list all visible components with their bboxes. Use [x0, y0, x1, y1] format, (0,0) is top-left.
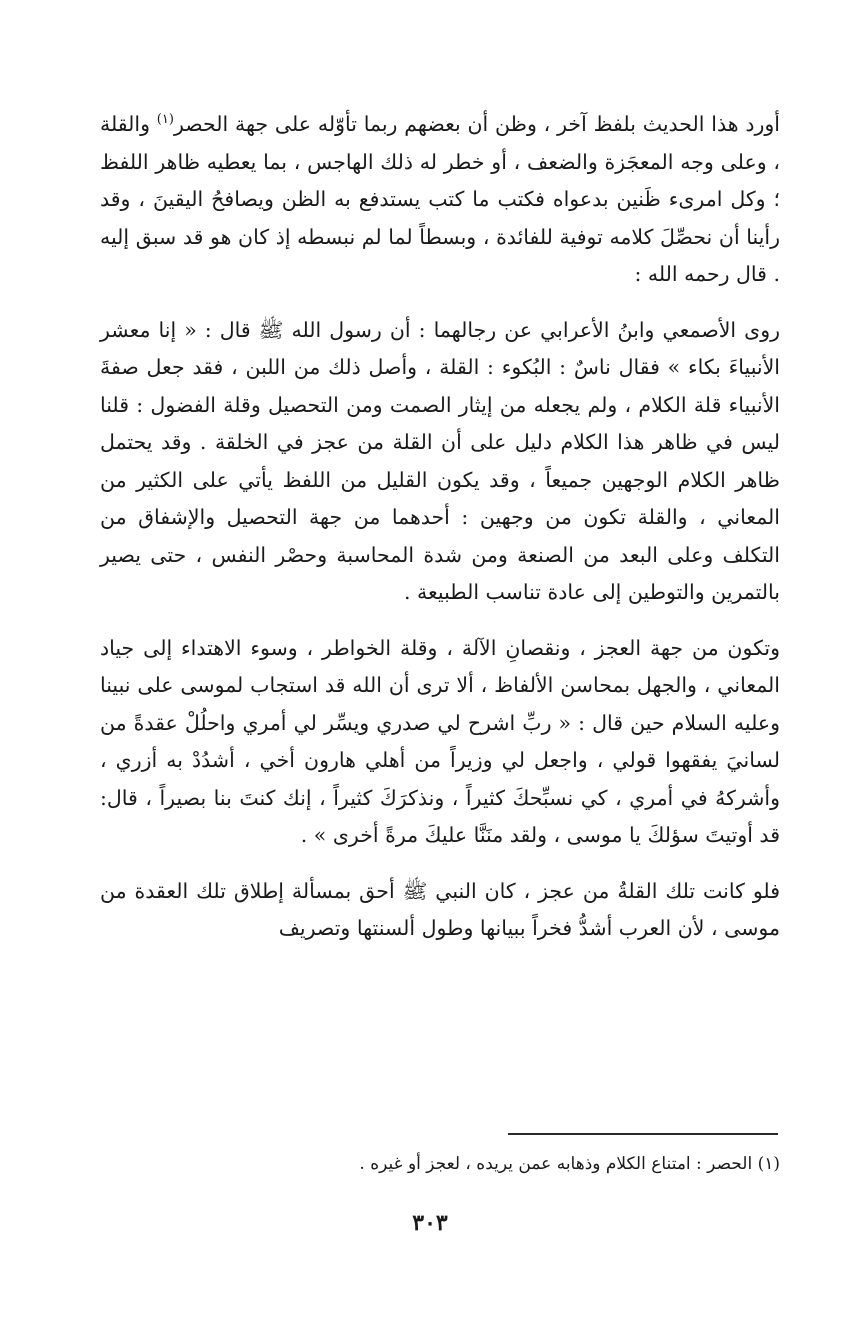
paragraph-1 — [100, 106, 780, 294]
paragraph-2: روى الأصمعي وابنُ الأعرابي عن رجالهما : أن رسول الله ﷺ قال : « إنا معشر الأنبياءَ بكاء » فقال ناسٌ : البُكوء : القلة ، وأصل ذلك من اللبن ، فقد جعل صفةَ الأنبياء قلة الكلام ، ولم يجعله من إيثار الصمت ومن التحصيل وقلة الفضول : قلنا ليس في ظاهر هذا الكلام دليل على أن القلة من عجز في الخلقة . وقد يحتمل ظاهر الكلام الوجهين جميعاً ، وقد يكون القليل من اللفظ يأتي على الكثير من المعاني ، والقلة تكون من وجهين : أحدهما من جهة التحصيل والإشفاق من التكلف وعلى البعد من الصنعة ومن شدة المحاسبة وحصْر النفس ، حتى يصير بالتمرين والتوطين إلى عادة تناسب الطبيعة . — [100, 317, 780, 604]
footnote: (١) الحصر : امتناع الكلام وذهابه عمن يريده ، لعجز أو غيره . — [359, 1154, 780, 1174]
paragraph-1-text-continued: والقلة ، وعلى وجه المعجَزة والضعف ، أو خطر له ذلك الهاجس ، بما يعطيه ظاهر اللفظ ؛ وكل امرىء ظَنين بدعواه فكتب ما كتب يستدفع به الظن ويصافحُ اليقينَ ، وقد رأينا أن نحصِّلَ كلامه توفية للفائدة ، وبسطاً لما لم نبسطه إذ كان هو قد سبق إليه . قال رحمه الله : — [100, 112, 780, 286]
page-number: ٣٠٣ — [412, 1210, 448, 1236]
paragraph-3: وتكون من جهة العجز ، ونقصانِ الآلة ، وقلة الخواطر ، وسوء الاهتداء إلى جياد المعاني ، والجهل بمحاسن الألفاظ ، ألا ترى أن الله قد استجاب لموسى على نبينا وعليه السلام حين قال : « ربِّ اشرح لي صدري ويسِّر لي أمري واحلُلْ عقدةً من لسانيَ يفقهوا قولي ، واجعل لي وزيراً من أهلي هارون أخي ، أشدُدْ به أزري ، وأشركهُ في أمري ، كي نسبِّحكَ كثيراً ، ونذكرَكَ كثيراً ، إنك كنتَ بنا بصيراً ، قال: قد أوتيتَ سؤلكَ يا موسى ، ولقد منَنَّا عليكَ مرةً أخرى » . — [100, 635, 780, 847]
paragraph-4: فلو كانت تلك القلةُ من عجز ، كان النبي ﷺ أحق بمسألة إطلاق تلك العقدة من موسى ، لأن العرب أشدُّ فخراً ببيانها وطول ألسنتها وتصريف — [100, 878, 780, 940]
paragraph-1-text: أورد هذا الحديث بلفظ آخر ، وظن أن بعضهم ربما تأوّله على جهة الحصر — [173, 112, 780, 136]
footnote-divider — [508, 1133, 778, 1135]
footnote-reference: (١) — [156, 112, 174, 128]
main-text — [100, 106, 780, 948]
